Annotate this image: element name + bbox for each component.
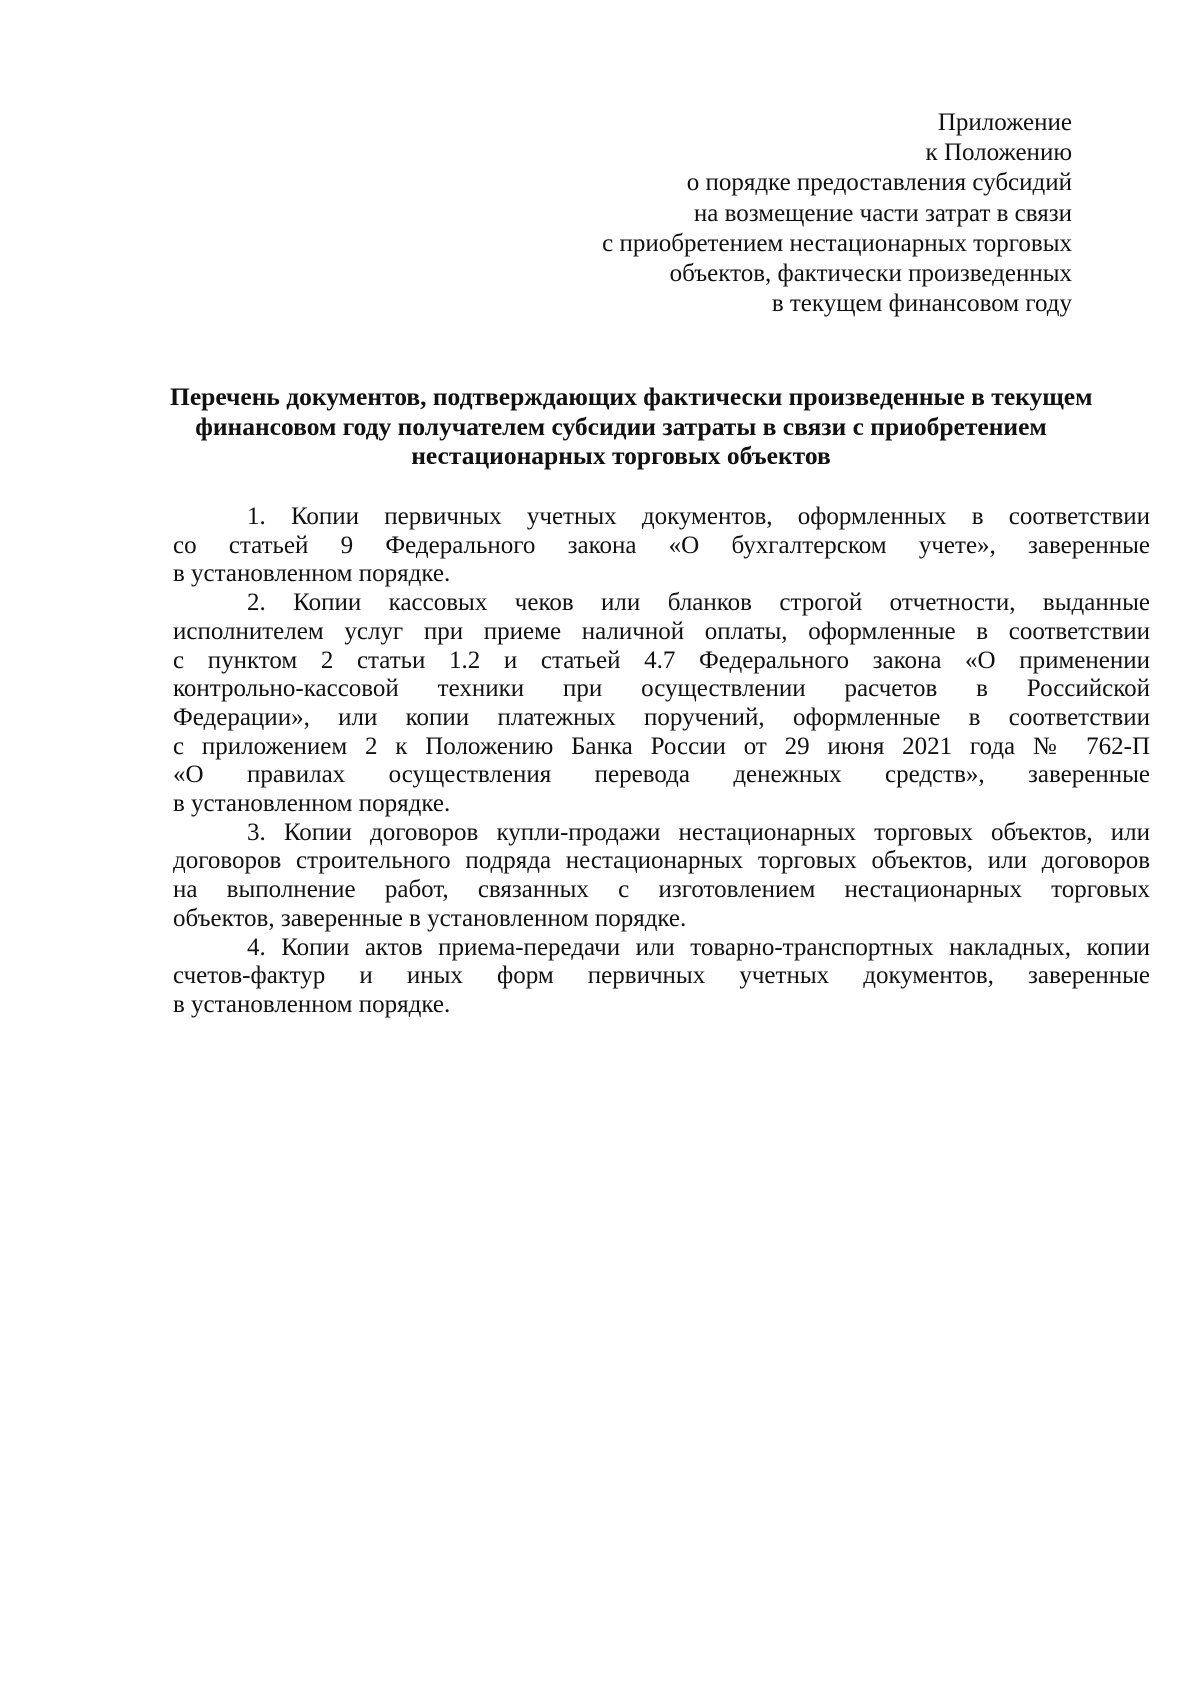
paragraph-line: в установленном порядке.: [173, 560, 451, 588]
appendix-line: к Положению: [925, 139, 1072, 167]
paragraph-line: на выполнение работ, связанных с изготовлением нестационарных торговых: [173, 876, 1150, 904]
appendix-line: объектов, фактически произведенных: [669, 260, 1072, 288]
paragraph-line: 3. Копии договоров купли-продажи нестационарных торговых объектов, или: [247, 818, 1150, 846]
paragraph-line: в установленном порядке.: [173, 790, 451, 818]
appendix-line: о порядке предоставления субсидий: [686, 169, 1072, 197]
paragraph-line: договоров строительного подряда нестационарных торговых объектов, или договоров: [173, 847, 1150, 875]
paragraph-line: со статьей 9 Федерального закона «О бухгалтерском учете», заверенные: [173, 531, 1150, 559]
paragraph-line: Федерации», или копии платежных поручений, оформленные в соответствии: [173, 703, 1150, 731]
title-line: нестационарных торговых объектов: [411, 441, 831, 470]
list-item-3: [173, 819, 1150, 934]
list-item-2: [173, 589, 1150, 819]
appendix-line: с приобретением нестационарных торговых: [602, 229, 1072, 257]
document-title: [170, 382, 1093, 471]
paragraph-line: контрольно-кассовой техники при осуществлении расчетов в Российской: [173, 675, 1150, 703]
appendix-line: на возмещение части затрат в связи: [693, 199, 1072, 227]
paragraph-line: 4. Копии актов приема-передачи или товарно-транспортных накладных, копии: [247, 933, 1150, 961]
paragraph-line: 1. Копии первичных учетных документов, оформленных в соответствии: [247, 503, 1150, 530]
title-line: финансовом году получателем субсидии затраты в связи с приобретением: [195, 411, 1047, 441]
paragraph-line: объектов, заверенные в установленном порядке.: [173, 904, 687, 932]
paragraph-line: с пунктом 2 статьи 1.2 и статьей 4.7 Федерального закона «О применении: [173, 646, 1150, 674]
appendix-line: в текущем финансовом году: [771, 290, 1072, 318]
paragraph-line: исполнителем услуг при приеме наличной оплаты, оформленные в соответствии: [173, 617, 1150, 645]
paragraph-line: счетов-фактур и иных форм первичных учетных документов, заверенные: [173, 962, 1150, 990]
document-body: [173, 503, 1150, 1020]
appendix-header: [512, 108, 1072, 319]
title-line: Перечень документов, подтверждающих фактически произведенные в текущем: [170, 382, 1093, 411]
list-item-1: [173, 503, 1150, 589]
paragraph-line: «О правилах осуществления перевода денежных средств», заверенные: [173, 761, 1150, 789]
list-item-4: [173, 934, 1150, 1020]
appendix-line: Приложение: [937, 109, 1072, 136]
paragraph-line: в установленном порядке.: [173, 990, 451, 1018]
paragraph-line: 2. Копии кассовых чеков или бланков строгой отчетности, выданные: [247, 589, 1150, 617]
paragraph-line: с приложением 2 к Положению Банка России от 29 июня 2021 года № 762-П: [173, 732, 1150, 760]
